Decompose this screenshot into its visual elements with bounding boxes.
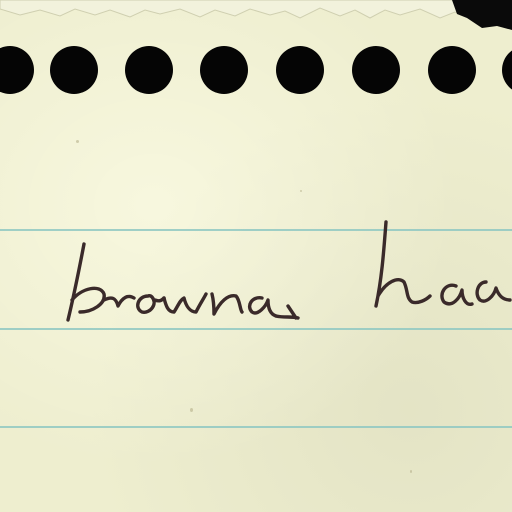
handwriting-transcript — [68, 284, 508, 324]
